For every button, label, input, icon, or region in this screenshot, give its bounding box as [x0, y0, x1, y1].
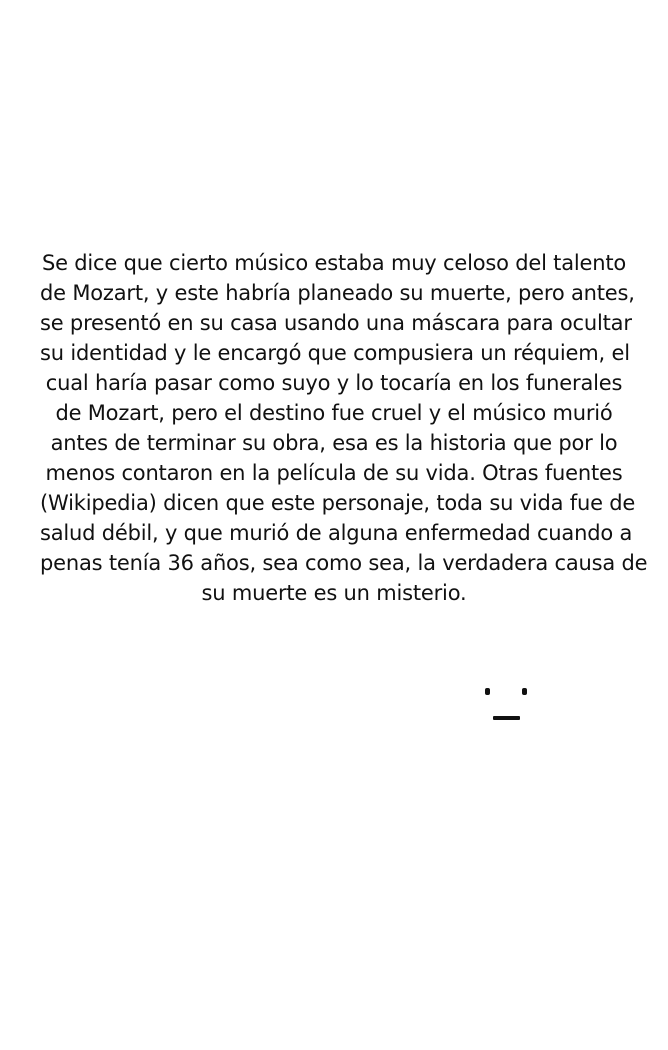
paragraph-line: (Wikipedia) dicen que este personaje, toda su vida fue de: [40, 491, 636, 515]
right-eye: [522, 688, 527, 695]
left-eye: [485, 688, 490, 695]
paragraph-line: de Mozart, y este habría planeado su muerte, pero antes,: [40, 281, 635, 305]
paragraph-line: antes de terminar su obra, esa es la historia que por lo: [50, 431, 618, 455]
paragraph-line: cual haría pasar como suyo y lo tocaría en los funerales: [45, 371, 623, 395]
paragraph-line: penas tenía 36 años, sea como sea, la verdadera causa de: [40, 551, 648, 575]
story-paragraph: [40, 248, 648, 608]
mouth: [493, 716, 520, 720]
paragraph-line: Se dice que cierto músico estaba muy celoso del talento: [41, 251, 627, 275]
paragraph-line: su identidad y le encargó que compusiera un réquiem, el: [40, 341, 630, 365]
paragraph-line: su muerte es un misterio.: [201, 581, 467, 605]
neutral-face-icon: [478, 688, 534, 728]
paragraph-line: menos contaron en la película de su vida. Otras fuentes: [45, 461, 623, 485]
paragraph-line: de Mozart, pero el destino fue cruel y el músico murió: [55, 401, 613, 425]
paragraph-line: se presentó en su casa usando una máscara para ocultar: [40, 311, 632, 335]
paragraph-line: salud débil, y que murió de alguna enfermedad cuando a: [40, 521, 633, 545]
